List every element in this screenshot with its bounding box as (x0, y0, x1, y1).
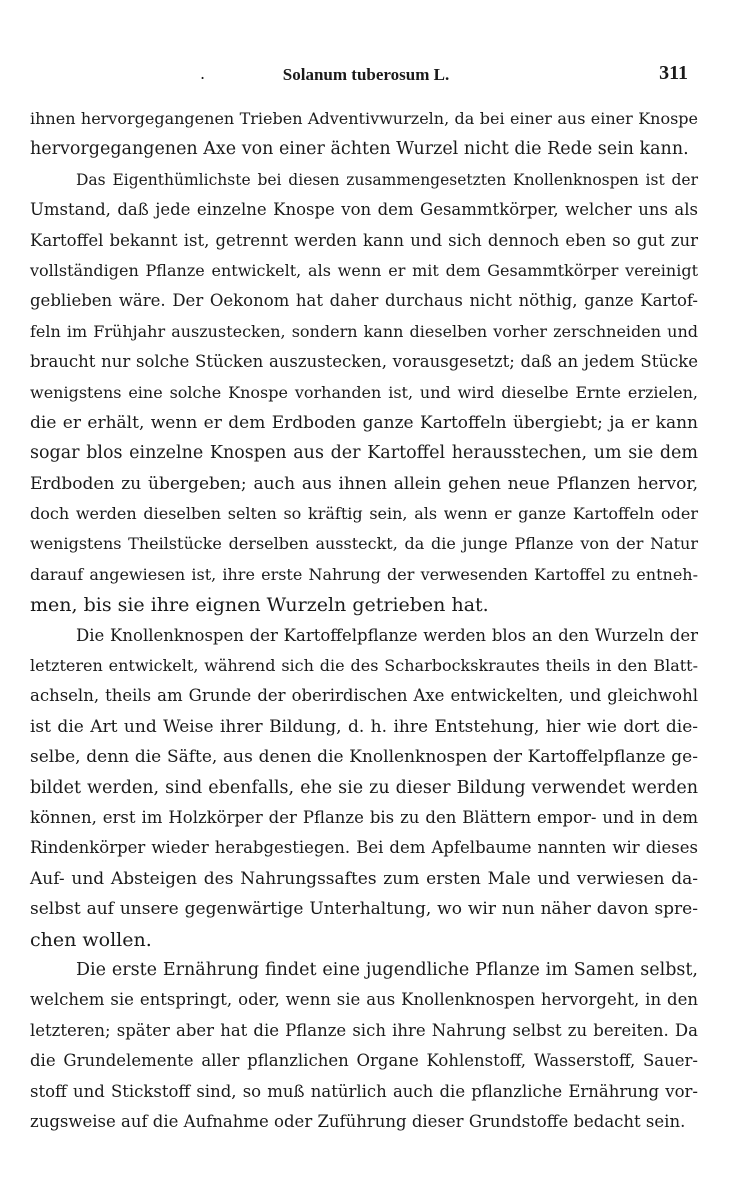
text-line: vollständigen Pflanze entwickelt, als wenn er mit dem Gesammtkörper vereinigt (30, 260, 698, 280)
text-line: darauf angewiesen ist, ihre erste Nahrung der verwesenden Kartoffel zu entneh- (30, 564, 698, 584)
text-line: ist die Art und Weise ihrer Bildung, d. h. ihre Entstehung, hier wie dort die- (30, 716, 698, 737)
text-line: letzteren; später aber hat die Pflanze sich ihre Nahrung selbst zu bereiten. Da (30, 1020, 698, 1040)
text-line: können, erst im Holzkörper der Pflanze bis zu den Blättern empor- und in dem (30, 807, 698, 827)
text-line: selbst auf unsere gegenwärtige Unterhaltung, wo wir nun näher davon spre- (30, 899, 698, 920)
header-mark: . (200, 64, 206, 83)
text-line: sogar blos einzelne Knospen aus der Kartoffel herausstechen, um sie dem (30, 443, 698, 464)
text-line: Die erste Ernährung findet eine jugendliche Pflanze im Samen selbst, (76, 959, 698, 980)
text-line: Die Knollenknospen der Kartoffelpflanze werden blos an den Wurzeln der (76, 625, 698, 645)
text-line: braucht nur solche Stücken auszustecken, vorausgesetzt; daß an jedem Stücke (30, 352, 698, 372)
text-line: Rindenkörper wieder herabgestiegen. Bei dem Apfelbaume nannten wir dieses (30, 838, 698, 858)
paragraph (30, 621, 698, 955)
paragraph (30, 104, 698, 165)
page-number: 311 (659, 62, 688, 84)
text-line: Kartoffel bekannt ist, getrennt werden kann und sich dennoch eben so gut zur (30, 230, 698, 250)
text-line: stoff und Stickstoff sind, so muß natürlich auch die pflanzliche Ernährung vor- (30, 1081, 698, 1101)
text-line: die er erhält, wenn er dem Erdboden ganze Kartoffeln übergiebt; ja er kann (30, 412, 698, 433)
body-text (30, 104, 698, 1137)
running-header (0, 62, 732, 86)
text-line: welchem sie entspringt, oder, wenn sie aus Knollenknospen hervorgeht, in den (30, 990, 698, 1010)
text-line: ihnen hervorgegangenen Trieben Adventivwurzeln, da bei einer aus einer Knospe (30, 109, 698, 128)
text-line: letzteren entwickelt, während sich die des Scharbockskrautes theils in den Blatt- (30, 656, 698, 676)
text-line: men, bis sie ihre eignen Wurzeln getrieben hat. (30, 594, 489, 617)
text-line: feln im Frühjahr auszustecken, sondern kann dieselben vorher zerschneiden und (30, 321, 698, 341)
text-line: geblieben wäre. Der Oekonom hat daher durchaus nicht nöthig, ganze Kartof- (30, 291, 698, 311)
paragraph (30, 955, 698, 1137)
text-line: selbe, denn die Säfte, aus denen die Knollenknospen der Kartoffelpflanze ge- (30, 747, 698, 768)
text-line: chen wollen. (30, 928, 152, 951)
text-line: die Grundelemente aller pflanzlichen Organe Kohlenstoff, Wasserstoff, Sauer- (30, 1051, 698, 1071)
text-line: Das Eigenthümlichste bei diesen zusammengesetzten Knollenknospen ist der (76, 170, 698, 189)
text-line: hervorgegangenen Axe von einer ächten Wurzel nicht die Rede sein kann. (30, 139, 689, 160)
text-line: zugsweise auf die Aufnahme oder Zuführung dieser Grundstoffe bedacht sein. (30, 1111, 686, 1131)
text-line: wenigstens Theilstücke derselben aussteckt, da die junge Pflanze von der Natur (30, 534, 698, 554)
paragraph (30, 165, 698, 621)
text-line: Umstand, daß jede einzelne Knospe von dem Gesammtkörper, welcher uns als (30, 200, 698, 220)
text-line: achseln, theils am Grunde der oberirdischen Axe entwickelten, und gleichwohl (30, 686, 698, 706)
text-line: Erdboden zu übergeben; auch aus ihnen allein gehen neue Pflanzen hervor, (30, 473, 698, 494)
running-title: Solanum tuberosum L. (282, 65, 450, 84)
text-line: bildet werden, sind ebenfalls, ehe sie zu dieser Bildung verwendet werden (30, 777, 698, 798)
text-line: doch werden dieselben selten so kräftig sein, als wenn er ganze Kartoffeln oder (30, 504, 698, 524)
text-line: wenigstens eine solche Knospe vorhanden ist, und wird dieselbe Ernte erzielen, (30, 382, 698, 402)
text-line: Auf- und Absteigen des Nahrungssaftes zum ersten Male und verwiesen da- (30, 868, 698, 889)
